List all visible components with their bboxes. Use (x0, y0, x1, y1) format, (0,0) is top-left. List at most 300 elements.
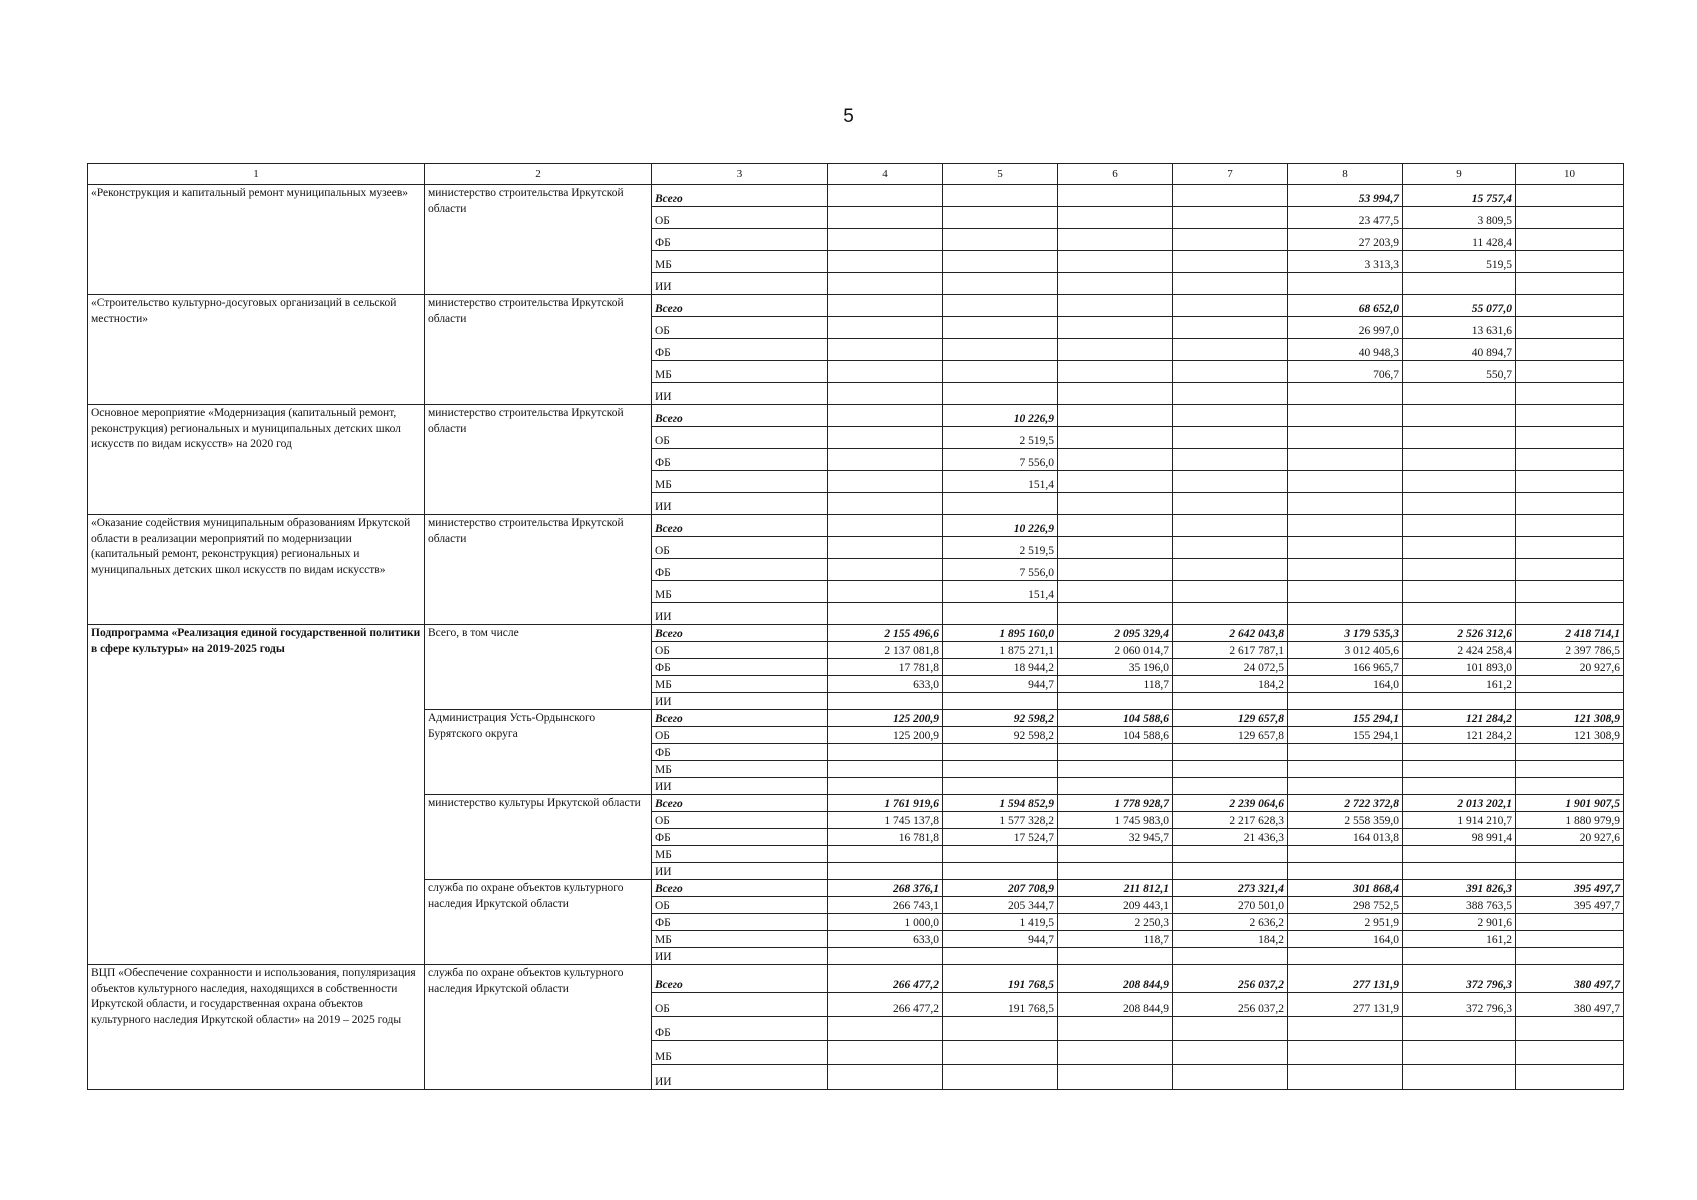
amount-cell: 2 217 628,3 (1173, 812, 1288, 829)
amount-cell: 1 000,0 (828, 914, 943, 931)
amount-cell: 26 997,0 (1288, 317, 1403, 339)
amount-cell (1516, 744, 1624, 761)
amount-cell: 92 598,2 (943, 710, 1058, 727)
amount-cell (1173, 405, 1288, 427)
amount-cell: 164,0 (1288, 931, 1403, 948)
amount-cell: 2 951,9 (1288, 914, 1403, 931)
amount-cell (828, 361, 943, 383)
table-row (88, 965, 1624, 993)
amount-cell (1173, 185, 1288, 207)
funding-source: ИИ (652, 948, 828, 965)
measure-description: ВЦП «Обеспечение сохранности и использования, популяризация объектов культурного наследия, находящихся в собственности Иркутской области, и государственная охрана объектов культурного наследия Иркутской области» на 2019 – 2025 годы (88, 965, 425, 1090)
amount-cell (1058, 537, 1173, 559)
funding-source: ИИ (652, 693, 828, 710)
amount-cell (1516, 295, 1624, 317)
amount-cell (1058, 317, 1173, 339)
amount-cell: 184,2 (1173, 676, 1288, 693)
amount-cell: 32 945,7 (1058, 829, 1173, 846)
amount-cell (1173, 317, 1288, 339)
amount-cell: 184,2 (1173, 931, 1288, 948)
amount-cell (943, 185, 1058, 207)
amount-cell (1173, 581, 1288, 603)
amount-cell: 118,7 (1058, 931, 1173, 948)
table-row (88, 515, 1624, 537)
amount-cell (943, 1041, 1058, 1065)
amount-cell (828, 449, 943, 471)
amount-cell (1173, 559, 1288, 581)
amount-cell: 11 428,4 (1403, 229, 1516, 251)
amount-cell (1403, 778, 1516, 795)
amount-cell (1288, 581, 1403, 603)
amount-cell: 101 893,0 (1403, 659, 1516, 676)
funding-source: ОБ (652, 897, 828, 914)
amount-cell (1516, 229, 1624, 251)
amount-cell (1288, 1065, 1403, 1090)
amount-cell: 2 397 786,5 (1516, 642, 1624, 659)
amount-cell: 1 745 983,0 (1058, 812, 1173, 829)
amount-cell (943, 273, 1058, 295)
amount-cell (828, 185, 943, 207)
amount-cell (1173, 1041, 1288, 1065)
amount-cell (943, 693, 1058, 710)
funding-source: МБ (652, 846, 828, 863)
amount-cell (1516, 273, 1624, 295)
amount-cell (828, 603, 943, 625)
amount-cell (1173, 383, 1288, 405)
amount-cell (1516, 339, 1624, 361)
amount-cell: 121 284,2 (1403, 727, 1516, 744)
funding-source: Всего (652, 965, 828, 993)
amount-cell (1516, 1017, 1624, 1041)
amount-cell (1173, 295, 1288, 317)
table-row (88, 185, 1624, 207)
amount-cell (1516, 914, 1624, 931)
amount-cell (1058, 185, 1173, 207)
amount-cell (1173, 251, 1288, 273)
measure-description: Подпрограмма «Реализация единой государственной политики в сфере культуры» на 2019-2025 годы (88, 625, 425, 965)
amount-cell: 1 577 328,2 (943, 812, 1058, 829)
amount-cell (828, 251, 943, 273)
amount-cell (1173, 449, 1288, 471)
amount-cell (1058, 846, 1173, 863)
amount-cell (1403, 515, 1516, 537)
amount-cell (1058, 1065, 1173, 1090)
amount-cell (1058, 1041, 1173, 1065)
funding-source: ФБ (652, 659, 828, 676)
amount-cell (1058, 471, 1173, 493)
amount-cell (1403, 603, 1516, 625)
amount-cell: 944,7 (943, 931, 1058, 948)
amount-cell (1173, 778, 1288, 795)
amount-cell: 27 203,9 (1288, 229, 1403, 251)
amount-cell (828, 863, 943, 880)
funding-source: ИИ (652, 493, 828, 515)
amount-cell (943, 361, 1058, 383)
funding-source: ФБ (652, 339, 828, 361)
responsible-executor: министерство строительства Иркутской области (425, 515, 652, 625)
amount-cell (1516, 207, 1624, 229)
amount-cell (1173, 207, 1288, 229)
amount-cell: 104 588,6 (1058, 710, 1173, 727)
column-number-10: 10 (1516, 164, 1624, 185)
amount-cell: 3 179 535,3 (1288, 625, 1403, 642)
amount-cell (828, 405, 943, 427)
amount-cell: 208 844,9 (1058, 993, 1173, 1017)
funding-source: МБ (652, 581, 828, 603)
funding-source: ФБ (652, 914, 828, 931)
funding-source: Всего (652, 405, 828, 427)
amount-cell: 18 944,2 (943, 659, 1058, 676)
measure-description: Основное мероприятие «Модернизация (капитальный ремонт, реконструкция) региональных и муниципальных детских школ искусств по видам искусств» на 2020 год (88, 405, 425, 515)
amount-cell: 1 745 137,8 (828, 812, 943, 829)
amount-cell (1058, 493, 1173, 515)
amount-cell (1403, 693, 1516, 710)
amount-cell (1288, 273, 1403, 295)
amount-cell: 2 526 312,6 (1403, 625, 1516, 642)
amount-cell: 7 556,0 (943, 559, 1058, 581)
amount-cell (943, 778, 1058, 795)
responsible-executor: служба по охране объектов культурного наследия Иркутской области (425, 965, 652, 1090)
column-number-8: 8 (1288, 164, 1403, 185)
amount-cell: 121 308,9 (1516, 710, 1624, 727)
amount-cell (1288, 1041, 1403, 1065)
amount-cell (1516, 778, 1624, 795)
amount-cell (943, 339, 1058, 361)
funding-source: ФБ (652, 449, 828, 471)
amount-cell (943, 948, 1058, 965)
amount-cell: 2 901,6 (1403, 914, 1516, 931)
amount-cell: 1 895 160,0 (943, 625, 1058, 642)
amount-cell: 266 477,2 (828, 993, 943, 1017)
amount-cell (1058, 603, 1173, 625)
funding-source: ИИ (652, 1065, 828, 1090)
amount-cell: 191 768,5 (943, 965, 1058, 993)
amount-cell (1516, 581, 1624, 603)
amount-cell (1058, 515, 1173, 537)
funding-source: ОБ (652, 642, 828, 659)
amount-cell (1516, 383, 1624, 405)
amount-cell: 161,2 (1403, 931, 1516, 948)
amount-cell (943, 251, 1058, 273)
amount-cell: 2 722 372,8 (1288, 795, 1403, 812)
amount-cell (1403, 863, 1516, 880)
amount-cell (1288, 744, 1403, 761)
column-number-1: 1 (88, 164, 425, 185)
amount-cell (1403, 273, 1516, 295)
amount-cell (1288, 863, 1403, 880)
amount-cell (1516, 537, 1624, 559)
amount-cell (1403, 948, 1516, 965)
amount-cell (1173, 1065, 1288, 1090)
amount-cell (1058, 251, 1173, 273)
amount-cell (1173, 273, 1288, 295)
amount-cell (828, 207, 943, 229)
amount-cell: 155 294,1 (1288, 727, 1403, 744)
amount-cell (828, 537, 943, 559)
amount-cell: 164,0 (1288, 676, 1403, 693)
amount-cell (1288, 948, 1403, 965)
column-number-2: 2 (425, 164, 652, 185)
funding-source: МБ (652, 931, 828, 948)
amount-cell (1058, 405, 1173, 427)
amount-cell (1516, 559, 1624, 581)
funding-source: Всего (652, 625, 828, 642)
amount-cell (1403, 449, 1516, 471)
amount-cell: 2 636,2 (1173, 914, 1288, 931)
amount-cell (1288, 471, 1403, 493)
amount-cell (1516, 1041, 1624, 1065)
amount-cell: 2 095 329,4 (1058, 625, 1173, 642)
amount-cell (1516, 251, 1624, 273)
amount-cell (943, 493, 1058, 515)
amount-cell: 1 880 979,9 (1516, 812, 1624, 829)
amount-cell (1288, 693, 1403, 710)
amount-cell: 98 991,4 (1403, 829, 1516, 846)
amount-cell: 125 200,9 (828, 710, 943, 727)
amount-cell: 125 200,9 (828, 727, 943, 744)
amount-cell (943, 863, 1058, 880)
amount-cell: 3 809,5 (1403, 207, 1516, 229)
amount-cell (1173, 471, 1288, 493)
amount-cell: 2 250,3 (1058, 914, 1173, 931)
amount-cell (1516, 449, 1624, 471)
amount-cell: 53 994,7 (1288, 185, 1403, 207)
amount-cell (1058, 761, 1173, 778)
amount-cell (1403, 537, 1516, 559)
measure-description: «Оказание содействия муниципальным образованиям Иркутской области в реализации мероприятий по модернизации (капитальный ремонт, реконструкция) региональных и муниципальных детских школ искусств по видам искусств» (88, 515, 425, 625)
amount-cell (828, 493, 943, 515)
amount-cell: 372 796,3 (1403, 993, 1516, 1017)
amount-cell: 3 313,3 (1288, 251, 1403, 273)
amount-cell: 391 826,3 (1403, 880, 1516, 897)
amount-cell: 2 617 787,1 (1173, 642, 1288, 659)
amount-cell: 372 796,3 (1403, 965, 1516, 993)
funding-source: ФБ (652, 1017, 828, 1041)
funding-source: ФБ (652, 559, 828, 581)
page-number: 5 (843, 106, 854, 127)
amount-cell: 129 657,8 (1173, 727, 1288, 744)
amount-cell (828, 1017, 943, 1041)
funding-source: Всего (652, 795, 828, 812)
amount-cell (1058, 744, 1173, 761)
column-number-9: 9 (1403, 164, 1516, 185)
amount-cell: 55 077,0 (1403, 295, 1516, 317)
amount-cell (1058, 1017, 1173, 1041)
amount-cell (1173, 339, 1288, 361)
amount-cell (1058, 339, 1173, 361)
amount-cell (1516, 676, 1624, 693)
amount-cell (1173, 846, 1288, 863)
amount-cell (1058, 273, 1173, 295)
amount-cell (943, 317, 1058, 339)
amount-cell (1403, 427, 1516, 449)
amount-cell (1058, 559, 1173, 581)
amount-cell: 277 131,9 (1288, 993, 1403, 1017)
amount-cell: 380 497,7 (1516, 993, 1624, 1017)
amount-cell (1403, 1065, 1516, 1090)
amount-cell: 270 501,0 (1173, 897, 1288, 914)
column-number-5: 5 (943, 164, 1058, 185)
amount-cell: 208 844,9 (1058, 965, 1173, 993)
funding-source: МБ (652, 361, 828, 383)
amount-cell: 2 424 258,4 (1403, 642, 1516, 659)
amount-cell: 104 588,6 (1058, 727, 1173, 744)
amount-cell (943, 1017, 1058, 1041)
amount-cell (1288, 405, 1403, 427)
amount-cell: 1 914 210,7 (1403, 812, 1516, 829)
amount-cell (1288, 778, 1403, 795)
amount-cell (1516, 405, 1624, 427)
budget-table (87, 163, 1624, 1090)
amount-cell: 1 778 928,7 (1058, 795, 1173, 812)
amount-cell: 1 594 852,9 (943, 795, 1058, 812)
amount-cell (1173, 537, 1288, 559)
amount-cell: 268 376,1 (828, 880, 943, 897)
amount-cell: 10 226,9 (943, 515, 1058, 537)
funding-source: ОБ (652, 317, 828, 339)
amount-cell: 395 497,7 (1516, 880, 1624, 897)
amount-cell (1288, 537, 1403, 559)
funding-source: ОБ (652, 427, 828, 449)
table-row (88, 625, 1624, 642)
amount-cell: 121 308,9 (1516, 727, 1624, 744)
amount-cell (1403, 581, 1516, 603)
amount-cell (1516, 471, 1624, 493)
amount-cell: 1 761 919,6 (828, 795, 943, 812)
amount-cell (1516, 863, 1624, 880)
funding-source: ОБ (652, 727, 828, 744)
amount-cell: 706,7 (1288, 361, 1403, 383)
amount-cell (1288, 493, 1403, 515)
amount-cell (1058, 581, 1173, 603)
amount-cell: 207 708,9 (943, 880, 1058, 897)
amount-cell: 1 875 271,1 (943, 642, 1058, 659)
amount-cell (1173, 1017, 1288, 1041)
measure-description: «Реконструкция и капитальный ремонт муниципальных музеев» (88, 185, 425, 295)
amount-cell: 155 294,1 (1288, 710, 1403, 727)
funding-source: ОБ (652, 537, 828, 559)
amount-cell: 211 812,1 (1058, 880, 1173, 897)
amount-cell: 20 927,6 (1516, 659, 1624, 676)
amount-cell (828, 744, 943, 761)
amount-cell (1403, 761, 1516, 778)
amount-cell: 40 948,3 (1288, 339, 1403, 361)
amount-cell (828, 515, 943, 537)
amount-cell (1516, 515, 1624, 537)
amount-cell (1403, 744, 1516, 761)
responsible-executor: министерство культуры Иркутской области (425, 795, 652, 880)
amount-cell (828, 1065, 943, 1090)
amount-cell (943, 1065, 1058, 1090)
amount-cell: 17 524,7 (943, 829, 1058, 846)
amount-cell (828, 229, 943, 251)
funding-source: МБ (652, 471, 828, 493)
amount-cell (1403, 1017, 1516, 1041)
amount-cell (1288, 846, 1403, 863)
amount-cell (1288, 515, 1403, 537)
amount-cell (1173, 863, 1288, 880)
funding-source: ФБ (652, 744, 828, 761)
funding-source: ОБ (652, 207, 828, 229)
amount-cell (943, 846, 1058, 863)
amount-cell (1288, 603, 1403, 625)
amount-cell (1173, 229, 1288, 251)
amount-cell (1288, 559, 1403, 581)
amount-cell: 633,0 (828, 676, 943, 693)
amount-cell: 256 037,2 (1173, 965, 1288, 993)
amount-cell (1516, 1065, 1624, 1090)
responsible-executor: министерство строительства Иркутской области (425, 295, 652, 405)
amount-cell: 2 155 496,6 (828, 625, 943, 642)
amount-cell: 266 477,2 (828, 965, 943, 993)
amount-cell (1516, 317, 1624, 339)
amount-cell: 35 196,0 (1058, 659, 1173, 676)
amount-cell: 2 642 043,8 (1173, 625, 1288, 642)
amount-cell: 301 868,4 (1288, 880, 1403, 897)
amount-cell (943, 383, 1058, 405)
amount-cell (1058, 427, 1173, 449)
amount-cell (1173, 603, 1288, 625)
amount-cell (828, 778, 943, 795)
amount-cell (1173, 493, 1288, 515)
amount-cell (1516, 948, 1624, 965)
amount-cell (1173, 427, 1288, 449)
amount-cell (1058, 863, 1173, 880)
amount-cell (1058, 383, 1173, 405)
funding-source: ФБ (652, 229, 828, 251)
amount-cell (1173, 693, 1288, 710)
amount-cell: 1 901 907,5 (1516, 795, 1624, 812)
funding-source: ИИ (652, 863, 828, 880)
amount-cell: 205 344,7 (943, 897, 1058, 914)
amount-cell: 550,7 (1403, 361, 1516, 383)
funding-source: ИИ (652, 778, 828, 795)
amount-cell: 129 657,8 (1173, 710, 1288, 727)
amount-cell (1403, 405, 1516, 427)
amount-cell: 21 436,3 (1173, 829, 1288, 846)
amount-cell (1516, 185, 1624, 207)
measure-description: «Строительство культурно-досуговых организаций в сельской местности» (88, 295, 425, 405)
amount-cell (828, 339, 943, 361)
amount-cell (828, 761, 943, 778)
amount-cell: 10 226,9 (943, 405, 1058, 427)
amount-cell: 633,0 (828, 931, 943, 948)
amount-cell (1516, 931, 1624, 948)
amount-cell (828, 471, 943, 493)
funding-source: Всего (652, 515, 828, 537)
funding-source: ОБ (652, 812, 828, 829)
amount-cell: 2 418 714,1 (1516, 625, 1624, 642)
amount-cell (943, 744, 1058, 761)
amount-cell (828, 295, 943, 317)
amount-cell: 16 781,8 (828, 829, 943, 846)
amount-cell (943, 295, 1058, 317)
amount-cell (1058, 778, 1173, 795)
amount-cell (1516, 427, 1624, 449)
responsible-executor: служба по охране объектов культурного наследия Иркутской области (425, 880, 652, 965)
funding-source: МБ (652, 761, 828, 778)
amount-cell: 266 743,1 (828, 897, 943, 914)
funding-source: МБ (652, 1041, 828, 1065)
column-number-3: 3 (652, 164, 828, 185)
amount-cell: 519,5 (1403, 251, 1516, 273)
amount-cell (1173, 948, 1288, 965)
amount-cell: 380 497,7 (1516, 965, 1624, 993)
amount-cell: 24 072,5 (1173, 659, 1288, 676)
amount-cell (1403, 471, 1516, 493)
amount-cell (1288, 427, 1403, 449)
amount-cell (828, 559, 943, 581)
